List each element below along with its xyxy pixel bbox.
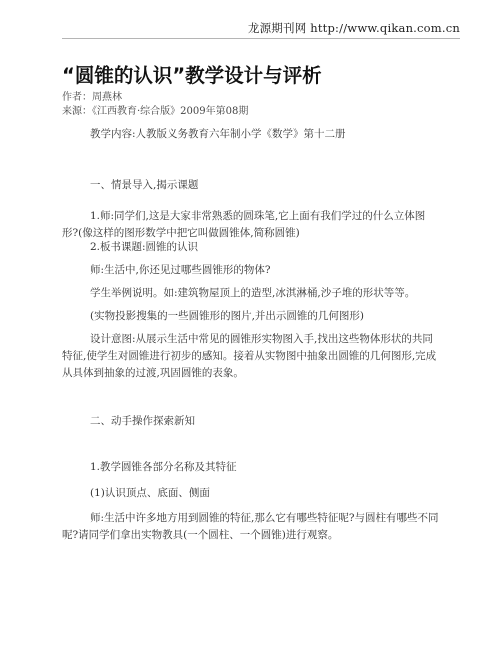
body-paragraph: 学生举例说明。如:建筑物屋顶上的造型,冰淇淋桶,沙子堆的形状等等。 bbox=[90, 287, 416, 299]
body-paragraph: 1.师:同学们,这是大家非常熟悉的圆珠笔,它上面有我们学过的什么立体图形?(像这样的图形数学中把它叫做圆锥体,简称圆锥) bbox=[62, 210, 426, 239]
body-paragraph: (实物投影搜集的一些圆锥形的图片,并出示圆锥的几何图形) bbox=[90, 310, 365, 322]
header-divider bbox=[62, 38, 460, 39]
page-header-source: 龙源期刊网 http://www.qikan.com.cn bbox=[247, 21, 460, 35]
body-paragraph: 师:生活中,你还见过哪些圆锥形的物体? bbox=[90, 264, 271, 276]
section-heading-2: 二、动手操作探索新知 bbox=[90, 415, 195, 427]
body-paragraph: 2.板书课题:圆锥的认识 bbox=[90, 241, 199, 253]
teaching-content-paragraph: 教学内容:人教版义务教育六年制小学《数学》第十二册 bbox=[90, 128, 346, 140]
article-title: “圆锥的认识”教学设计与评析 bbox=[62, 64, 322, 87]
body-paragraph: 1.教学圆锥各部分名称及其特征 bbox=[90, 461, 237, 473]
section-heading-1: 一、情景导入,揭示课题 bbox=[90, 179, 199, 191]
source-line: 来源：《江西教育·综合版》2009年第08期 bbox=[62, 106, 249, 117]
body-paragraph: (1)认识顶点、底面、侧面 bbox=[90, 487, 210, 499]
design-intent-paragraph: 设计意图:从展示生活中常见的圆锥形实物图入手,找出这些物体形状的共同特征,使学生对圆锥进行初步的感知。接着从实物图中抽象出圆锥的几何图形,完成从具体到抽象的过渡,巩固圆锥的表象。 bbox=[62, 333, 437, 379]
author-line: 作者：周燕林 bbox=[62, 92, 122, 103]
body-paragraph: 师:生活中许多地方用到圆锥的特征,那么它有哪些特征呢?与圆柱有哪些不同呢?请同学们拿出实物教具(一个圆柱、一个圆锥)进行观察。 bbox=[62, 512, 439, 541]
